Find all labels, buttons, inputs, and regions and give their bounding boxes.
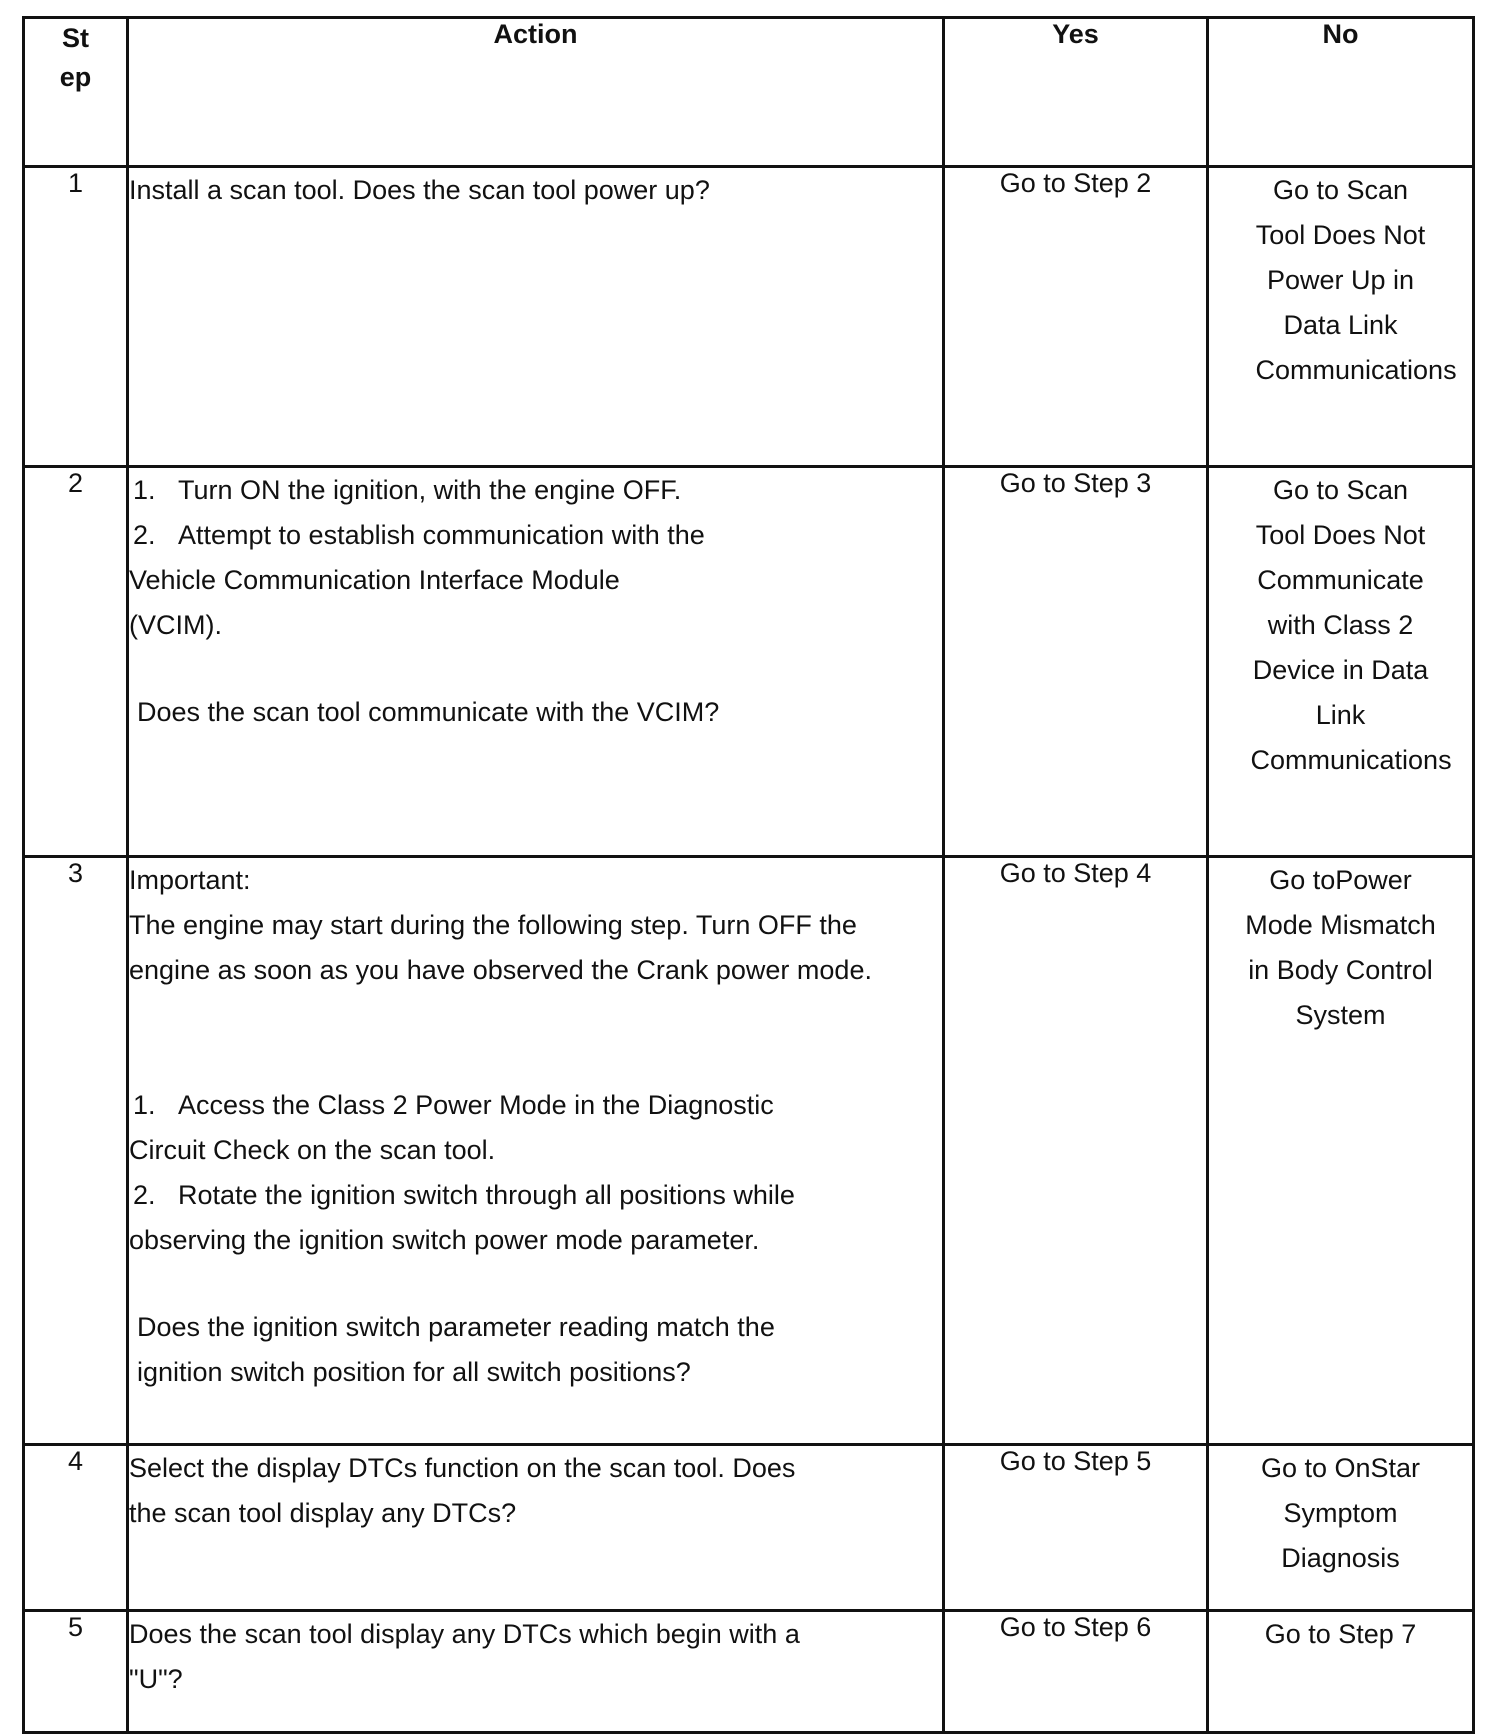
action-item: 2. Rotate the ignition switch through all positions while observing the ignition switch power mode parameter. [129,1180,795,1255]
no-cell [1208,1445,1474,1611]
action-item: 1. Turn ON the ignition, with the engine OFF. [133,475,682,505]
table-row [24,1445,1474,1611]
step-number: 5 [24,1611,128,1733]
no-link[interactable]: Go to Scan Tool Does Not Power Up in Data Link Communications [1255,175,1457,385]
header-no: No [1208,18,1474,167]
action-item: 1. Access the Class 2 Power Mode in the Diagnostic Circuit Check on the scan tool. [129,1090,774,1165]
no-cell [1208,167,1474,467]
yes-link[interactable]: Go to Step 3 [999,468,1152,498]
table-header-row [24,18,1474,167]
action-cell [128,167,944,467]
yes-link[interactable]: Go to Step 5 [999,1446,1152,1476]
no-cell [1208,1611,1474,1733]
important-text: The engine may start during the following step. Turn OFF the engine as soon as you have observed the Crank power mode. [129,910,872,985]
step-number: 1 [24,167,128,467]
no-cell [1208,467,1474,857]
action-text: Does the scan tool display any DTCs which begin with a "U"? [129,1619,800,1694]
yes-cell [944,467,1208,857]
table-row [24,167,1474,467]
step-number: 3 [24,857,128,1445]
no-link[interactable]: Go to OnStar Symptom Diagnosis [1260,1453,1421,1573]
no-link[interactable]: Go to Step 7 [1264,1619,1417,1649]
step-number: 2 [24,467,128,857]
no-link[interactable]: Go to Scan Tool Does Not Communicate with Class 2 Device in Data Link Communications [1250,475,1452,775]
important-label: Important: [129,865,251,895]
action-text: Install a scan tool. Does the scan tool power up? [129,175,710,205]
no-cell [1208,857,1474,1445]
no-link[interactable]: Go toPower Mode Mismatch in Body Control System [1245,865,1436,1030]
action-text: Select the display DTCs function on the scan tool. Does the scan tool display any DTCs? [129,1453,796,1528]
header-step: St ep [24,18,128,167]
yes-link[interactable]: Go to Step 2 [999,168,1152,198]
yes-cell [944,857,1208,1445]
action-cell [128,857,944,1445]
step-number: 4 [24,1445,128,1611]
yes-link[interactable]: Go to Step 4 [999,858,1152,888]
diagnostic-table [22,16,1475,1734]
yes-link[interactable]: Go to Step 6 [999,1612,1152,1642]
table-row [24,467,1474,857]
header-action: Action [128,18,944,167]
table-row [24,1611,1474,1733]
action-question: Does the ignition switch parameter reading match the ignition switch position for all switch positions? [137,1312,775,1387]
action-item: 2. Attempt to establish communication with the Vehicle Communication Interface Module (VCIM). [129,520,705,640]
yes-cell [944,1611,1208,1733]
action-cell [128,467,944,857]
action-cell [128,1445,944,1611]
yes-cell [944,167,1208,467]
action-cell [128,1611,944,1733]
table-row [24,857,1474,1445]
important-note [129,858,942,993]
yes-cell [944,1445,1208,1611]
header-yes: Yes [944,18,1208,167]
action-question: Does the scan tool communicate with the VCIM? [137,697,720,727]
